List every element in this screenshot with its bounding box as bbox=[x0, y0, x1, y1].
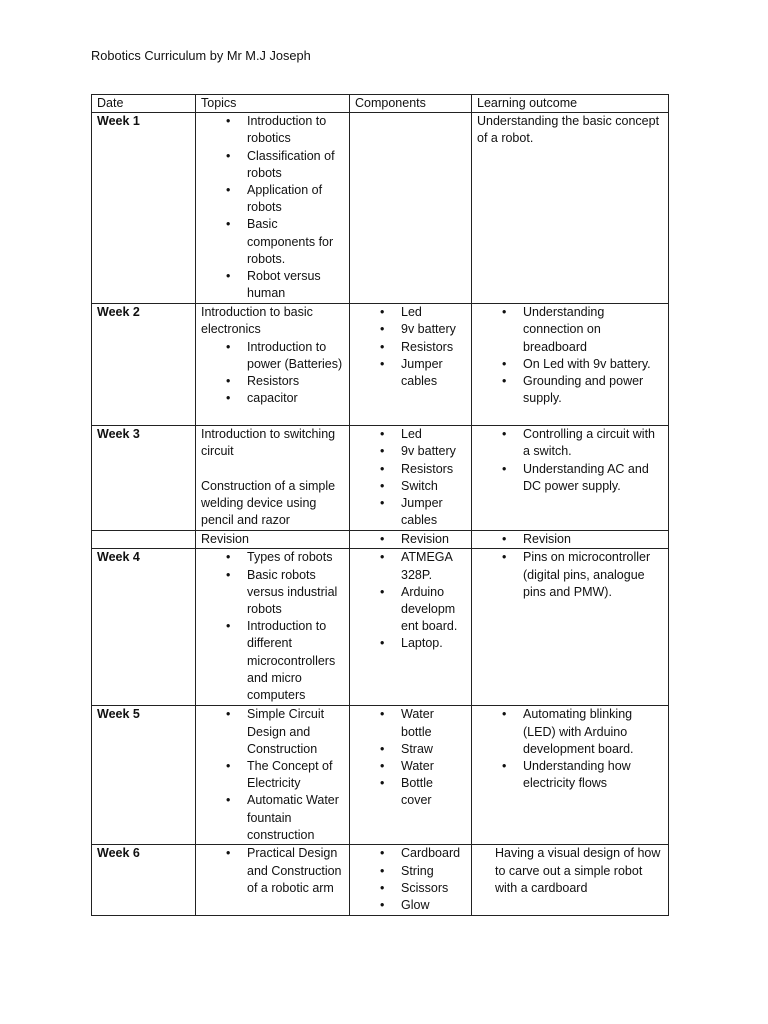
outcomes-list bbox=[477, 531, 663, 548]
list-item: • Basic components for robots. bbox=[247, 216, 344, 268]
topics-list bbox=[201, 549, 344, 704]
list-item: • Types of robots bbox=[247, 549, 344, 566]
topics-intro: Introduction to basic electronics bbox=[201, 305, 313, 337]
list-item: • Revision bbox=[523, 531, 663, 548]
list-item: • 9v battery bbox=[401, 321, 466, 338]
topics-cell bbox=[196, 706, 350, 845]
components-cell bbox=[350, 426, 472, 531]
table-row bbox=[92, 113, 669, 304]
week-cell: Week 1 bbox=[92, 113, 196, 304]
outcome-cell bbox=[472, 531, 669, 549]
table-row bbox=[92, 426, 669, 531]
components-cell bbox=[350, 549, 472, 706]
list-item: • Resistors bbox=[401, 461, 466, 478]
topics-cell bbox=[196, 845, 350, 916]
topics-paragraph: Construction of a simple welding device using pencil and razor bbox=[201, 478, 336, 528]
list-item: • On Led with 9v battery. bbox=[523, 356, 663, 373]
components-cell bbox=[350, 845, 472, 916]
curriculum-table bbox=[91, 94, 669, 916]
week-cell: Week 2 bbox=[92, 304, 196, 426]
outcomes-list bbox=[477, 304, 663, 407]
outcome-cell bbox=[472, 549, 669, 706]
header-components: Components bbox=[350, 95, 472, 113]
components-cell bbox=[350, 706, 472, 845]
list-item: • Bottle cover bbox=[401, 775, 466, 809]
list-item: • Water bottle bbox=[401, 706, 466, 740]
list-item: • Classification of robots bbox=[247, 148, 344, 182]
week-cell bbox=[92, 531, 196, 549]
table-row bbox=[92, 706, 669, 845]
list-item: • Jumper cables bbox=[401, 495, 466, 529]
outcome-cell: Understanding the basic concept of a robot. bbox=[472, 113, 669, 304]
components-list bbox=[355, 845, 466, 914]
list-item: • The Concept of Electricity bbox=[247, 758, 344, 792]
outcomes-list bbox=[477, 426, 663, 495]
list-item: • 9v battery bbox=[401, 443, 466, 460]
list-item: • Application of robots bbox=[247, 182, 344, 216]
table-header-row bbox=[92, 95, 669, 113]
topics-list bbox=[201, 339, 344, 408]
outcomes-list bbox=[477, 706, 663, 792]
list-item: • capacitor bbox=[247, 390, 344, 407]
components-cell bbox=[350, 304, 472, 426]
header-topics: Topics bbox=[196, 95, 350, 113]
list-item: • Resistors bbox=[401, 339, 466, 356]
topics-cell bbox=[196, 304, 350, 426]
week-cell: Week 6 bbox=[92, 845, 196, 916]
components-list bbox=[355, 549, 466, 652]
list-item: • Automating blinking (LED) with Arduino development board. bbox=[523, 706, 663, 758]
list-item: • Automatic Water fountain construction bbox=[247, 792, 344, 844]
outcome-cell bbox=[472, 304, 669, 426]
outcome-cell bbox=[472, 426, 669, 531]
list-item: • Controlling a circuit with a switch. bbox=[523, 426, 663, 460]
list-item: • String bbox=[401, 863, 466, 880]
topics-cell bbox=[196, 549, 350, 706]
list-item: • Straw bbox=[401, 741, 466, 758]
list-item: • Scissors bbox=[401, 880, 466, 897]
topics-cell bbox=[196, 113, 350, 304]
list-item: • Cardboard bbox=[401, 845, 466, 862]
list-item: • Understanding how electricity flows bbox=[523, 758, 663, 792]
header-date: Date bbox=[92, 95, 196, 113]
week-cell: Week 3 bbox=[92, 426, 196, 531]
list-item: • Water bbox=[401, 758, 466, 775]
outcome-cell bbox=[472, 706, 669, 845]
list-item: • Introduction to power (Batteries) bbox=[247, 339, 344, 373]
document-title: Robotics Curriculum by Mr M.J Joseph bbox=[91, 48, 311, 63]
list-item: • Led bbox=[401, 304, 466, 321]
list-item: • Arduino developm ent board. bbox=[401, 584, 466, 636]
components-cell bbox=[350, 113, 472, 304]
header-learning-outcome: Learning outcome bbox=[472, 95, 669, 113]
list-item: • Basic robots versus industrial robots bbox=[247, 567, 344, 619]
components-list bbox=[355, 426, 466, 529]
components-list bbox=[355, 706, 466, 809]
list-item: • Practical Design and Construction of a robotic arm bbox=[247, 845, 344, 897]
week-cell: Week 4 bbox=[92, 549, 196, 706]
components-list bbox=[355, 304, 466, 390]
outcome-cell: Having a visual design of how to carve out a simple robot with a cardboard bbox=[472, 845, 669, 916]
table-row bbox=[92, 845, 669, 916]
list-item: • Simple Circuit Design and Construction bbox=[247, 706, 344, 758]
list-item: • Grounding and power supply. bbox=[523, 373, 663, 407]
table-row bbox=[92, 304, 669, 426]
components-cell bbox=[350, 531, 472, 549]
components-list bbox=[355, 531, 466, 548]
list-item: • Revision bbox=[401, 531, 466, 548]
list-item: • Robot versus human bbox=[247, 268, 344, 302]
topics-paragraph: Introduction to switching circuit bbox=[201, 427, 336, 459]
list-item: • Pins on microcontroller (digital pins, analogue pins and PMW). bbox=[523, 549, 663, 601]
list-item: • Understanding connection on breadboard bbox=[523, 304, 663, 356]
topics-list bbox=[201, 113, 344, 302]
topics-list bbox=[201, 706, 344, 844]
list-item: • Jumper cables bbox=[401, 356, 466, 390]
list-item: • Led bbox=[401, 426, 466, 443]
topics-cell: Revision bbox=[196, 531, 350, 549]
list-item: • Introduction to robotics bbox=[247, 113, 344, 147]
week-cell: Week 5 bbox=[92, 706, 196, 845]
list-item: • Glow bbox=[401, 897, 466, 914]
topics-list bbox=[201, 845, 344, 897]
table-row bbox=[92, 549, 669, 706]
list-item: • Introduction to different microcontrollers and micro computers bbox=[247, 618, 344, 704]
list-item: • Switch bbox=[401, 478, 466, 495]
list-item: • Understanding AC and DC power supply. bbox=[523, 461, 663, 495]
topics-cell bbox=[196, 426, 350, 531]
list-item: • Resistors bbox=[247, 373, 344, 390]
list-item: • Laptop. bbox=[401, 635, 466, 652]
outcomes-list bbox=[477, 549, 663, 601]
list-item: • ATMEGA 328P. bbox=[401, 549, 466, 583]
table-row bbox=[92, 531, 669, 549]
